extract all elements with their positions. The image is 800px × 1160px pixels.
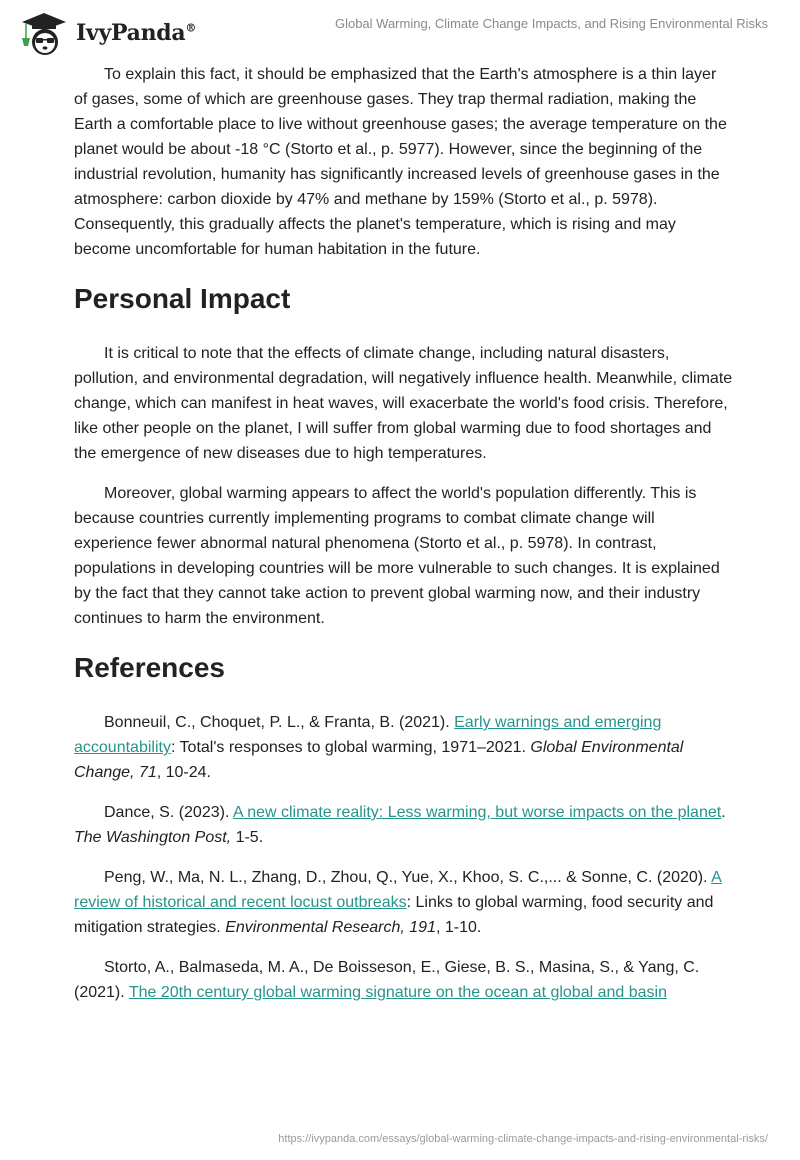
- reference-item: [74, 955, 734, 1005]
- ivypanda-logo[interactable]: [18, 10, 196, 56]
- reference-subtitle: .: [721, 804, 726, 821]
- reference-authors: Peng, W., Ma, N. L., Zhang, D., Zhou, Q., Yue, X., Khoo, S. C.,... & Sonne, C. (2020).: [104, 869, 712, 886]
- section-heading-personal-impact: Personal Impact: [74, 283, 291, 314]
- reference-link[interactable]: A new climate reality: Less warming, but worse impacts on the planet: [232, 804, 722, 821]
- intro-paragraph: To explain this fact, it should be emphasized that the Earth's atmosphere is a thin layer of gases, some of which are greenhouse gases. They trap thermal radiation, making the Earth a comfortable place to live without greenhouse gases; the average temperature on the planet would be about -18 °C (Storto et al., p. 5977). However, since the beginning of the industrial revolution, humanity has significantly increased levels of greenhouse gases in the atmosphere: carbon dioxide by 47% and methane by 159% (Storto et al., p. 5978). Consequently, this gradually affects the planet's temperature, which is rising and may become uncomfortable for human habitation in the future.: [74, 66, 727, 258]
- page-url: https://ivypanda.com/essays/global-warming-climate-change-impacts-and-rising-environmental-risks/: [278, 1133, 768, 1145]
- reference-link[interactable]: Early warnings and emerging accountability: [74, 714, 662, 756]
- reference-authors: Dance, S. (2023).: [104, 804, 233, 821]
- paragraph: Moreover, global warming appears to affect the world's population differently. This is because countries currently implementing programs to combat climate change will experience fewer abnormal natural phenomena (Storto et al., p. 5978). In contrast, populations in developing countries will be more vulnerable to such changes. It is explained by the fact that they cannot take action to prevent global warming now, and their industry continues to harm the environment.: [74, 485, 720, 627]
- section-heading-references: References: [74, 652, 225, 683]
- essay-content: [74, 62, 734, 1020]
- reference-pages: 1-5.: [231, 829, 264, 846]
- document-title: Global Warming, Climate Change Impacts, and Rising Environmental Risks: [334, 16, 768, 31]
- reference-item: [74, 800, 734, 850]
- reference-subtitle: : Links to global warming, food security and mitigation strategies.: [74, 894, 714, 936]
- reference-link[interactable]: The 20th century global warming signature on the ocean at global and basin: [128, 984, 667, 1001]
- reference-subtitle: : Total's responses to global warming, 1971–2021.: [170, 739, 531, 756]
- reference-pages: , 10-24.: [156, 764, 211, 781]
- reference-authors: Storto, A., Balmaseda, M. A., De Boisseson, E., Giese, B. S., Masina, S., & Yang, C. (2021).: [74, 959, 700, 1001]
- panda-graduate-icon: [18, 10, 70, 56]
- reference-journal: Environmental Research, 191: [225, 919, 436, 936]
- reference-link[interactable]: A review of historical and recent locust outbreaks: [74, 869, 722, 911]
- brand-name: IvyPanda®: [76, 20, 197, 46]
- reference-journal: Global Environmental Change, 71: [74, 739, 684, 781]
- paragraph: It is critical to note that the effects of climate change, including natural disasters, pollution, and environmental degradation, will negatively influence health. Meanwhile, climate change, which can manifest in heat waves, will exacerbate the world's food crisis. Therefore, like other people on the planet, I will suffer from global warming due to food shortages and the emergence of new diseases due to high temperatures.: [74, 345, 733, 462]
- reference-pages: , 1-10.: [435, 919, 482, 936]
- reference-journal: The Washington Post,: [74, 829, 232, 846]
- reference-item: [74, 865, 734, 940]
- reference-item: [74, 710, 734, 785]
- page-header: [0, 0, 800, 60]
- reference-authors: Bonneuil, C., Choquet, P. L., & Franta, B. (2021).: [104, 714, 455, 731]
